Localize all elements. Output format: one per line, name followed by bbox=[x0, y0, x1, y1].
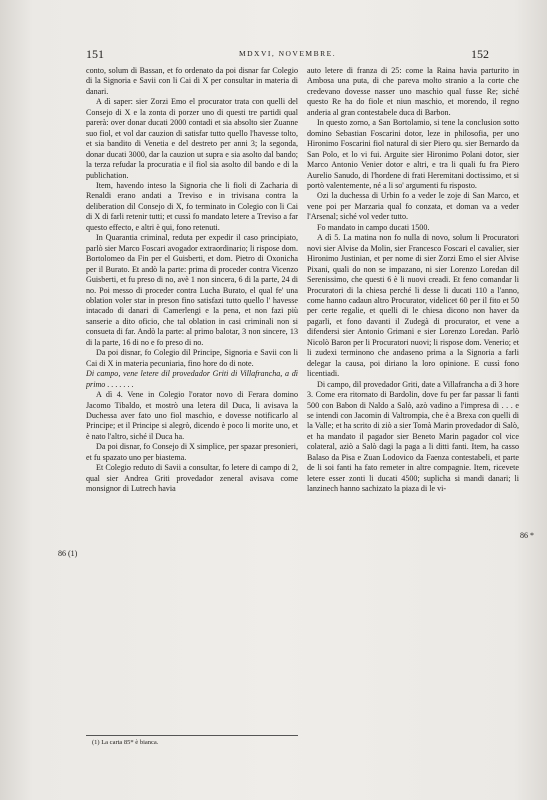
footnote-text: (1) La carta 85* è bianca. bbox=[92, 739, 159, 746]
paragraph: Da poi disnar, fo Consejo di X simplice, per spazar presonieri, et fu spazato uno per biastema. bbox=[86, 442, 298, 462]
right-column bbox=[307, 66, 519, 784]
paragraph: A dì saper: sier Zorzi Emo el procurator trata con quelli del Consejo di X e la zonta di porzer uno di questi tre partidi qual parerà: over donar ducati 2000 contadi et sia absolto sier Zuanne suo fiol, et vol dar cauzion di satisfar tutto quello l'havesse tolto, et sia bandito di Venetia e del destreto per anni 3; la segonda, donar ducati 3000, dar la cauzion ut supra e sia asolto dal bando; la terza refudar la procuratia e il fiol sia asolto dil bando e di la publichation. bbox=[86, 97, 298, 180]
section-heading: Di campo, vene letere dil provedador Griti di Villafrancha, a dì primo . . . . . . . bbox=[86, 369, 298, 389]
paragraph: In Quarantia criminal, reduta per expedir il caso principiato, parlò sier Marco Foscari avogador extraordinario; li rispose dom. Bortolomeo da Fin per el Guisberti, et dom. Pietro di Oxonicha per il Burato. Et andò la parte: prima di proceder contra Vicenzo Guisberti, et fu preso di no, avè 1 non sincera, 6 di la parte, 24 di no. Poi messo di proceder contra Lucha Burato, el qual fe' una oblation voler star in preson fino satisfazi tutto quello l' havesse intacado di danari di Camerlengi e la pena, et non fazi più sanserie a dito oficio, che tal oblation in casi criminali non si consueta di far. Andò la parte: al primo balotar, 3 non sincere, 13 di la parte, 16 di no e fo preso di no. bbox=[86, 233, 298, 347]
paragraph: Di campo, dil provedador Griti, date a Villafrancha a dì 3 hore 3. Come era ritornato di Bardolin, dove fu per far passar li fanti 500 con Babon di Naldo a Salò, azò vadino a l'impresa di . . . e se intendi con Jacomin di Valtrompia, che è a Brexa con quelli di la Valle; et ha scrito di ziò a sier Tomà Marin provedador di Salò, et ha mandato il pagador sier Beneto Marin pagador col vice colateral, aziò a Salò dagi la paga a li ditti fanti. Item, ha casso Balaso da Pisa e Zuan Lodovico da Faenza contestabeli, et parte de li soi fanti ha fato remeter in altre compagnie. Item, ricevete letere esser zonti li ducati 4500; suplicha si mandi danari; li lanzinech hanno sachizato la piaza di le vi- bbox=[307, 379, 519, 494]
running-title: MDXVI, NOVEMBRE. bbox=[238, 49, 337, 58]
paragraph: Item, havendo inteso la Signoria che li fioli di Zacharia di Renaldi erano andati a Treviso e in trivisana contra la deliberation dil Consejo di X, fo terminato in Colegio con li Cai di X di farli retenir tutti; et cussì fo mandato letere a Treviso a far questo effecto, e altri è qui, fono retenuti. bbox=[86, 180, 298, 232]
paragraph: Fo mandato in campo ducati 1500. bbox=[317, 222, 430, 232]
left-column bbox=[86, 66, 298, 784]
paragraph: In questo zorno, a San Bortolamio, si tene la conclusion sotto domino Sebastian Foscarini dotor, leze in philosofia, per uno Hironimo Foscarini fiol natural di sier Piero qu. sier Bernardo da San Polo, et lo vi fui. Arguite sier Hironimo Polani dotor, sier Marco Antonio Venier dotor e altri, e tra li quali fu fra Piero Aurelio Sanudo, di l'hordene di frati Heremitani doctissimo, et si portò valentemente, né a li so' argumenti fu risposto. bbox=[307, 118, 519, 190]
paragraph: A dì 4. Vene in Colegio l'orator novo di Ferara domino Jacomo Tibaldo, et mostrò una letera dil Duca, li avisava la Duchessa aver fato uno fiol maschio, e dovesse notificarlo al Principe; et il Principe si alegrò, dicendo è poco li morite uno, et è nato l'altro, siché il Duca ha. bbox=[86, 390, 298, 441]
page-number-left: 151 bbox=[86, 47, 104, 61]
paragraph: Ozi la duchessa di Urbin fo a veder le zoje di San Marco, et vene poi per Marzaria qual fo conzata, et doman va a veder l'Arsenal; siché vol veder tutto. bbox=[307, 191, 519, 222]
paragraph: A dì 5. La matina non fo nulla di novo, solum li Procuratori novi sier Alvise da Molin, sier Francesco Foscari el cavalier, sier Hironimo Justinian, et per nome di sier Zorzi Emo el sier Alvise Pixani, quali do non se impazano, ni sier Lorenzo Loredan dil Serenissimo, che questi 6 è li nuovi creadi. Et feno comandar li Procuratori di la chiesa perché li desse li ducati 110 a l'anno, come hanno cadaun altro Procurator, videlicet 60 per il fito et 50 per certe regalie, et quelli di le chiesa dicono non haver da pagarli, et fono davanti il Zudegà di procurator, et vene a difendersi sier Antonio Grimani e sier Lorenzo Loredan. Parlò Nicolò Baron per li Procuratori nuovi; li rispose dom. Venerio; et li zudexi terminono che andaseno prima a la Signoria a farli delegar la causa, poi diriano la loro opinione. E cussì fono licentiadi. bbox=[307, 233, 519, 379]
footnote bbox=[86, 735, 298, 746]
page-header bbox=[86, 47, 489, 61]
paragraph: Da poi disnar, fo Colegio dil Principe, Signoria e Savii con li Cai di X in materia pecuniaria, fino hore do di note. bbox=[86, 348, 298, 368]
page-number-right: 152 bbox=[471, 47, 489, 61]
margin-note-right: 86 * bbox=[520, 531, 534, 540]
paragraph: auto letere di franza di 25: come la Raina havia parturito in Ambosa una puta, di che pareva molto stranio a la corte che credevano dovesse nasser uno maschio qual fusse Re; siché questo Re ha do fiole et niun maschio, et morendo, il regno anderia al gran contestabele duca di Barbon. bbox=[307, 66, 519, 117]
margin-note-left: 86 (1) bbox=[58, 549, 78, 558]
paragraph: conto, solum di Bassan, et fo ordenato da poi disnar far Colegio di la Signoria e Savii con li Cai di X per consultar in materia di danari. bbox=[86, 66, 298, 96]
paragraph: Et Colegio reduto di Savii a consultar, fo letere di campo di 2, qual sier Andrea Griti provedador zeneral avisava come monsignor di Lutrech havia bbox=[86, 463, 298, 494]
